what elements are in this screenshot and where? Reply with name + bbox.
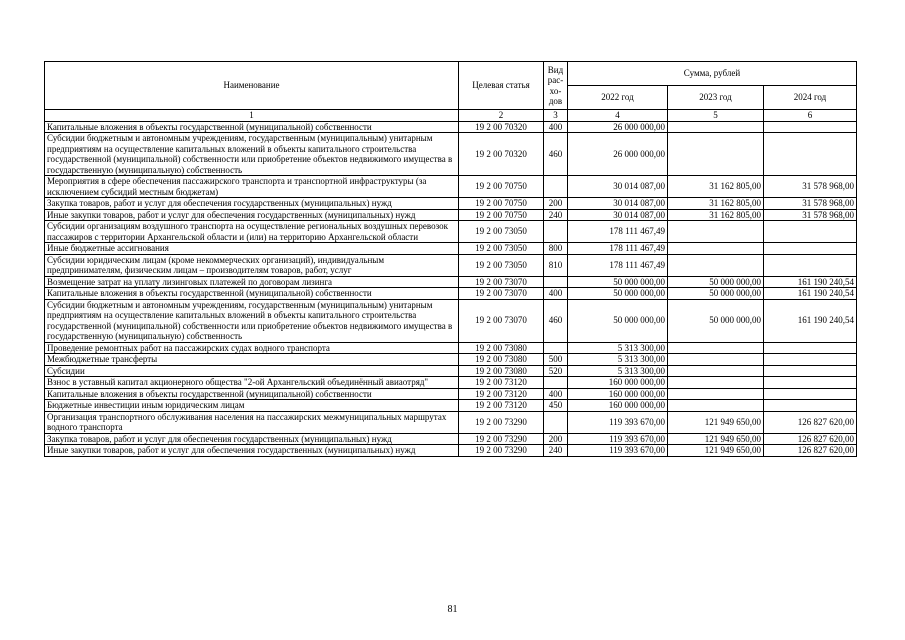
row-amount-2022: 26 000 000,00 [568,121,668,133]
row-amount-2023 [668,400,764,412]
row-amount-2023 [668,121,764,133]
row-amount-2022: 178 111 467,49 [568,221,668,243]
header-year-2024: 2024 год [764,86,857,110]
row-target-article: 19 2 00 73080 [459,354,544,366]
row-target-article: 19 2 00 73120 [459,400,544,412]
row-target-article: 19 2 00 73050 [459,243,544,255]
table-row [45,288,857,300]
row-amount-2022: 119 393 670,00 [568,433,668,445]
row-amount-2024: 31 578 968,00 [764,209,857,221]
row-amount-2024 [764,133,857,176]
table-row [45,445,857,457]
table-row [45,133,857,176]
row-amount-2022: 160 000 000,00 [568,377,668,389]
row-amount-2023 [668,377,764,389]
row-target-article: 19 2 00 70750 [459,176,544,198]
header-year-2022: 2022 год [568,86,668,110]
row-name: Субсидии организациям воздушного транспорта на осуществление региональных воздушных перевозок пассажиров с территории Архангельской области и (или) на территорию Архангельской области [45,221,459,243]
header-vid-line: дов [548,96,563,106]
row-target-article: 19 2 00 73080 [459,365,544,377]
table-body [45,121,857,456]
row-amount-2023 [668,254,764,276]
row-name: Субсидии [45,365,459,377]
table-row [45,243,857,255]
table-row [45,276,857,288]
row-amount-2024: 126 827 620,00 [764,433,857,445]
row-expense-type: 460 [544,299,568,342]
header-vid-line: хо- [549,85,562,96]
row-target-article: 19 2 00 73070 [459,288,544,300]
row-target-article: 19 2 00 73290 [459,411,544,433]
page-number: 81 [447,604,458,615]
row-expense-type [544,276,568,288]
row-amount-2023 [668,365,764,377]
row-amount-2022: 5 313 300,00 [568,365,668,377]
row-expense-type [544,176,568,198]
row-amount-2024: 126 827 620,00 [764,445,857,457]
row-target-article: 19 2 00 70320 [459,133,544,176]
row-expense-type: 460 [544,133,568,176]
row-target-article: 19 2 00 73080 [459,342,544,354]
row-amount-2023: 121 949 650,00 [668,411,764,433]
row-amount-2023: 31 162 805,00 [668,209,764,221]
column-number: 3 [544,110,568,122]
column-number-row [45,110,857,122]
row-name: Межбюджетные трансферты [45,354,459,366]
row-amount-2022: 178 111 467,49 [568,243,668,255]
row-name: Иные закупки товаров, работ и услуг для обеспечения государственных (муниципальных) нужд [45,209,459,221]
row-amount-2024 [764,400,857,412]
row-expense-type [544,377,568,389]
row-amount-2023: 31 162 805,00 [668,198,764,210]
row-amount-2022: 5 313 300,00 [568,342,668,354]
header-vid [544,62,568,110]
row-amount-2024 [764,342,857,354]
row-amount-2024 [764,377,857,389]
row-amount-2023: 121 949 650,00 [668,433,764,445]
table-row [45,198,857,210]
table-row [45,388,857,400]
row-expense-type: 520 [544,365,568,377]
row-amount-2024: 161 190 240,54 [764,276,857,288]
row-amount-2022: 50 000 000,00 [568,299,668,342]
row-expense-type [544,342,568,354]
row-expense-type: 400 [544,288,568,300]
row-target-article: 19 2 00 73050 [459,221,544,243]
header-name: Наименование [45,62,459,110]
column-number: 4 [568,110,668,122]
row-amount-2024: 126 827 620,00 [764,411,857,433]
row-amount-2023: 31 162 805,00 [668,176,764,198]
column-number: 1 [45,110,459,122]
table-row [45,209,857,221]
row-amount-2022: 26 000 000,00 [568,133,668,176]
row-amount-2024: 161 190 240,54 [764,299,857,342]
row-amount-2023: 50 000 000,00 [668,299,764,342]
row-target-article: 19 2 00 73070 [459,299,544,342]
row-name: Организация транспортного обслуживания населения на пассажирских межмуниципальных маршрутах водного транспорта [45,411,459,433]
row-name: Капитальные вложения в объекты государственной (муниципальной) собственности [45,388,459,400]
row-target-article: 19 2 00 73120 [459,388,544,400]
row-amount-2024 [764,254,857,276]
row-expense-type: 400 [544,388,568,400]
row-name: Мероприятия в сфере обеспечения пассажирского транспорта и транспортной инфраструктуры (за исключением субсидий местным бюджетам) [45,176,459,198]
row-amount-2023: 50 000 000,00 [668,276,764,288]
row-expense-type: 200 [544,198,568,210]
row-expense-type [544,411,568,433]
row-name: Закупка товаров, работ и услуг для обеспечения государственных (муниципальных) нужд [45,433,459,445]
row-target-article: 19 2 00 73290 [459,445,544,457]
row-expense-type [544,221,568,243]
row-name: Закупка товаров, работ и услуг для обеспечения государственных (муниципальных) нужд [45,198,459,210]
header-article: Целевая статья [459,62,544,110]
row-expense-type: 200 [544,433,568,445]
row-name: Субсидии бюджетным и автономным учреждениям, государственным (муниципальным) унитарным предприятиям на осуществление капитальных вложений в объекты капитального строительства государственной (муниципальной) собственности или приобретение объектов недвижимого имущества в государственную (муниципальную) собственность [45,133,459,176]
row-name: Капитальные вложения в объекты государственной (муниципальной) собственности [45,121,459,133]
row-name: Проведение ремонтных работ на пассажирских судах водного транспорта [45,342,459,354]
row-amount-2024: 31 578 968,00 [764,176,857,198]
row-amount-2023 [668,243,764,255]
row-name: Субсидии юридическим лицам (кроме некоммерческих организаций), индивидуальным предпринимателям, физическим лицам – производителям товаров, работ, услуг [45,254,459,276]
row-amount-2024: 31 578 968,00 [764,198,857,210]
table-row [45,254,857,276]
header-year-2023: 2023 год [668,86,764,110]
row-amount-2023 [668,342,764,354]
row-target-article: 19 2 00 70750 [459,198,544,210]
column-number: 6 [764,110,857,122]
row-amount-2022: 50 000 000,00 [568,276,668,288]
table-row [45,221,857,243]
row-name: Взнос в уставный капитал акционерного общества "2-ой Архангельский объединённый авиаотряд" [45,377,459,389]
row-expense-type: 240 [544,445,568,457]
row-amount-2024 [764,121,857,133]
header-sum-title: Сумма, рублей [568,62,857,86]
row-expense-type: 400 [544,121,568,133]
row-name: Возмещение затрат на уплату лизинговых платежей по договорам лизинга [45,276,459,288]
row-amount-2024 [764,354,857,366]
row-amount-2023: 121 949 650,00 [668,445,764,457]
row-name: Бюджетные инвестиции иным юридическим лицам [45,400,459,412]
row-expense-type: 500 [544,354,568,366]
column-number: 2 [459,110,544,122]
table-row [45,354,857,366]
table-row [45,377,857,389]
row-expense-type: 800 [544,243,568,255]
row-amount-2023 [668,133,764,176]
budget-table [44,61,857,457]
table-row [45,411,857,433]
row-amount-2023 [668,221,764,243]
header-vid-line: рас- [547,75,564,85]
table-row [45,400,857,412]
row-amount-2022: 5 313 300,00 [568,354,668,366]
row-amount-2024 [764,221,857,243]
row-name: Капитальные вложения в объекты государственной (муниципальной) собственности [45,288,459,300]
column-number: 5 [668,110,764,122]
row-target-article: 19 2 00 70320 [459,121,544,133]
row-name: Субсидии бюджетным и автономным учреждениям, государственным (муниципальным) унитарным предприятиям на осуществление капитальных вложений в объекты капитального строительства государственной (муниципальной) собственности или приобретение объектов недвижимого имущества в государственную (муниципальную) собственность [45,299,459,342]
table-row [45,433,857,445]
header-vid-line: Вид [547,64,564,75]
row-amount-2022: 178 111 467,49 [568,254,668,276]
row-amount-2022: 30 014 087,00 [568,198,668,210]
row-target-article: 19 2 00 73120 [459,377,544,389]
table-row [45,299,857,342]
row-expense-type: 450 [544,400,568,412]
row-amount-2022: 119 393 670,00 [568,445,668,457]
row-amount-2022: 50 000 000,00 [568,288,668,300]
row-amount-2022: 160 000 000,00 [568,388,668,400]
row-target-article: 19 2 00 73050 [459,254,544,276]
row-amount-2022: 30 014 087,00 [568,209,668,221]
row-target-article: 19 2 00 70750 [459,209,544,221]
row-amount-2022: 160 000 000,00 [568,400,668,412]
row-target-article: 19 2 00 73290 [459,433,544,445]
row-expense-type: 810 [544,254,568,276]
table-row [45,176,857,198]
row-amount-2023: 50 000 000,00 [668,288,764,300]
table-row [45,365,857,377]
row-expense-type: 240 [544,209,568,221]
row-amount-2024 [764,365,857,377]
row-name: Иные закупки товаров, работ и услуг для обеспечения государственных (муниципальных) нужд [45,445,459,457]
row-amount-2023 [668,354,764,366]
row-amount-2022: 119 393 670,00 [568,411,668,433]
row-name: Иные бюджетные ассигнования [45,243,459,255]
row-amount-2022: 30 014 087,00 [568,176,668,198]
row-target-article: 19 2 00 73070 [459,276,544,288]
table-row [45,342,857,354]
row-amount-2024: 161 190 240,54 [764,288,857,300]
row-amount-2023 [668,388,764,400]
table-row [45,121,857,133]
row-amount-2024 [764,243,857,255]
row-amount-2024 [764,388,857,400]
